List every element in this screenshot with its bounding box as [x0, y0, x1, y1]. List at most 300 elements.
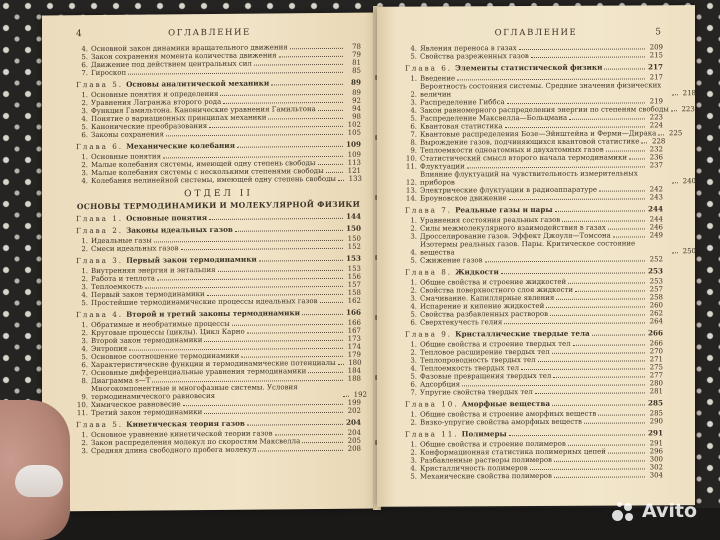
chapter-page: 150 — [345, 223, 361, 233]
entry-title: Уравнения состояния реальных газов — [420, 215, 561, 225]
entry-page: 94 — [352, 104, 361, 113]
entry-page: 219 — [649, 97, 663, 106]
chapter-page: 217 — [647, 62, 663, 72]
entry-title: Упругие свойства твердых тел — [420, 388, 533, 397]
entry-title: Основное соотношение термодинамики — [91, 351, 240, 362]
leader-dots — [209, 218, 343, 220]
toc-entry — [76, 67, 361, 77]
toc-chapter — [405, 267, 663, 276]
leader-dots — [220, 94, 343, 96]
chapter-label: Глава 8. — [405, 267, 453, 277]
leader-dots — [462, 384, 645, 386]
entry-title: Влияние флуктуаций на чувствительность измерительных приборов — [420, 169, 638, 187]
entry-number: 6. — [410, 318, 417, 327]
entry-number: 1. — [410, 216, 417, 225]
toc-entry — [405, 81, 696, 99]
chapter-page: 89 — [350, 77, 361, 87]
toc-entry — [76, 243, 361, 253]
leader-dots — [573, 344, 645, 345]
entry-number: 5. — [81, 299, 88, 308]
entry-page: 258 — [649, 293, 663, 302]
chapter-label: Глава 7. — [405, 205, 453, 215]
entry-number: 1. — [410, 440, 417, 449]
entry-page: 79 — [352, 50, 361, 59]
chapter-label: Глава 3. — [76, 255, 124, 266]
entry-number: 6. — [410, 122, 417, 131]
entry-page: 179 — [347, 350, 361, 359]
toc-chapter — [405, 205, 663, 214]
leader-dots — [613, 236, 645, 237]
toc-entry — [405, 153, 663, 162]
entry-title: Колебания нелинейной системы, имеющей одну степень свободы — [91, 174, 336, 186]
entry-page: 199 — [347, 398, 361, 407]
entry-number: 1. — [81, 321, 88, 330]
entry-page: 228 — [652, 137, 666, 146]
leader-dots — [554, 476, 645, 477]
entry-page: 202 — [347, 406, 361, 415]
toc-entry — [405, 317, 663, 326]
leader-dots — [279, 56, 343, 58]
leader-dots — [320, 302, 343, 303]
leader-dots — [519, 48, 645, 50]
entry-number: 2. — [81, 329, 88, 338]
chapter-label: Глава 1. — [76, 213, 124, 224]
chapter-title: Основы аналитической механики — [126, 78, 270, 89]
toc-entry — [405, 387, 663, 396]
entry-page: 109 — [347, 150, 361, 159]
leader-dots — [308, 372, 343, 373]
leader-dots — [207, 294, 343, 296]
chapter-label: Глава 2. — [76, 225, 124, 236]
entry-number: 1. — [81, 91, 88, 100]
chapter-page: 285 — [647, 398, 663, 408]
entry-number: 2. — [81, 161, 88, 170]
entry-title: Фазовые превращения твердых тел — [420, 371, 552, 381]
leader-dots — [531, 56, 645, 58]
chapter-title: Кристаллические твердые тела — [455, 328, 590, 339]
chapter-page: 144 — [345, 211, 361, 221]
toc-entry — [405, 51, 663, 60]
entry-title: Явления переноса в газах — [420, 44, 517, 53]
entry-number: 3. — [410, 232, 417, 241]
entry-title: Сжижение газов — [420, 256, 483, 265]
leader-dots — [254, 64, 343, 66]
leader-dots — [521, 368, 645, 370]
entry-number: 5. — [410, 114, 417, 123]
chapter-title: Основные понятия — [126, 213, 208, 223]
entry-title: Работа и теплота — [91, 274, 155, 284]
toc-chapters — [405, 62, 696, 481]
entry-number: 4. — [410, 364, 417, 373]
leader-dots — [467, 166, 645, 168]
entry-page: 237 — [649, 161, 663, 170]
entry-number: 9. — [81, 393, 88, 402]
toc-left — [42, 43, 377, 456]
entry-page: 209 — [649, 43, 663, 52]
entry-number: 4. — [410, 464, 417, 473]
entry-title: Диаграмма s—T — [91, 376, 151, 386]
entry-number: 6. — [410, 380, 417, 389]
toc-chapter — [76, 309, 361, 319]
leader-dots — [575, 290, 645, 291]
entry-number: 4. — [81, 291, 88, 300]
entry-number: 1. — [410, 74, 417, 83]
entry-page: 224 — [649, 121, 663, 130]
leader-dots — [204, 412, 343, 414]
leader-dots — [501, 272, 645, 274]
entry-number: 5. — [410, 372, 417, 381]
toc-entry — [76, 383, 367, 402]
entry-page: 113 — [347, 158, 361, 167]
leader-dots — [507, 102, 645, 104]
entry-page: 280 — [649, 379, 663, 388]
leader-dots — [218, 270, 343, 272]
entry-title: Кристалличность полимеров — [420, 464, 528, 473]
entry-title: Флуктуации — [420, 162, 465, 171]
leader-dots — [237, 146, 343, 148]
leader-dots — [552, 352, 645, 353]
leader-dots — [552, 404, 645, 405]
leader-dots — [338, 364, 344, 365]
entry-title: Статистический смысл второго начала термодинамики — [420, 153, 627, 163]
leader-dots — [592, 334, 645, 335]
chapter-label: Глава 5. — [76, 79, 124, 90]
chapter-label: Глава 9. — [405, 329, 453, 339]
entry-page: 98 — [352, 112, 361, 121]
section-title: ОТДЕЛ II — [184, 188, 253, 200]
entry-page: 253 — [649, 277, 663, 286]
entry-page: 92 — [352, 96, 361, 105]
entry-page: 240 — [682, 177, 696, 186]
toc-entry — [405, 193, 663, 202]
toc-entry — [76, 297, 361, 307]
entry-page: 252 — [649, 255, 663, 264]
leader-dots — [550, 314, 645, 315]
entry-number: 3. — [410, 356, 417, 365]
entry-number: 3. — [410, 294, 417, 303]
entry-title: Вырождение газов, подчиняющихся квантовой статистике — [420, 137, 640, 147]
leader-dots — [302, 442, 343, 443]
toc-entry — [76, 445, 361, 455]
leader-dots — [485, 260, 645, 262]
entry-page: 242 — [649, 185, 663, 194]
entry-title: Квантовая статистика — [420, 122, 503, 131]
entry-number: 1. — [410, 278, 417, 287]
leader-dots — [568, 282, 645, 283]
leader-dots — [247, 332, 343, 334]
entry-number: 3. — [81, 337, 88, 346]
leader-dots — [569, 118, 645, 119]
entry-title: Вероятность состояния системы. Средние значения физических величин — [420, 81, 662, 99]
entry-number: 11. — [405, 162, 417, 171]
leader-dots — [258, 450, 343, 452]
chapter-page: 244 — [647, 204, 663, 214]
entry-title: Теплоемкость твердых тел — [420, 364, 520, 373]
leader-dots — [658, 134, 664, 135]
leader-dots — [223, 102, 343, 104]
toc-entry — [405, 239, 696, 257]
entry-page: 205 — [347, 436, 361, 445]
chapter-title: Аморфные вещества — [461, 398, 551, 409]
avito-watermark-text: Avito — [642, 500, 698, 522]
entry-page: 188 — [347, 374, 361, 383]
entry-title: Квантовые распределения Бозе—Эйнштейна и Ферми—Дирака — [420, 129, 657, 139]
chapter-title: Законы идеальных газов — [126, 224, 233, 235]
entry-page: 150 — [347, 234, 361, 243]
entry-page: 275 — [649, 363, 663, 372]
toc-entry — [76, 407, 361, 417]
chapter-title: Механические колебания — [126, 140, 235, 151]
leader-dots — [343, 396, 349, 397]
leader-dots — [166, 134, 343, 137]
entry-number: 2. — [410, 90, 417, 99]
entry-number: 2. — [81, 275, 88, 284]
entry-page: 232 — [649, 145, 663, 154]
entry-title: Уравнения Лагранжа второго рода — [91, 97, 222, 108]
leader-dots — [672, 252, 678, 253]
chapter-label: Глава 11. — [405, 429, 459, 439]
entry-title: Основные понятия и определения — [91, 89, 219, 100]
entry-page: 204 — [347, 428, 361, 437]
chapter-page: 153 — [345, 253, 361, 263]
entry-page: 300 — [649, 455, 663, 464]
leader-dots — [556, 298, 645, 299]
entry-page: 225 — [668, 129, 683, 138]
toc-chapter — [405, 399, 663, 408]
leader-dots — [326, 172, 343, 173]
entry-title: Третий закон термодинамики — [91, 408, 203, 418]
leader-dots — [259, 260, 343, 262]
leader-dots — [509, 198, 645, 200]
toc-chapter — [76, 419, 361, 429]
entry-number: 4. — [81, 345, 88, 354]
entry-page: 208 — [347, 444, 361, 453]
entry-page: 285 — [649, 409, 663, 418]
entry-page: 180 — [348, 358, 362, 367]
entry-title: Малые колебания системы, имеющей одну степень свободы — [91, 159, 316, 170]
entry-number: 3. — [81, 169, 88, 178]
leader-dots — [181, 248, 343, 250]
entry-page: 167 — [347, 326, 361, 335]
entry-page: 244 — [649, 215, 663, 224]
chapter-title: Полимеры — [461, 429, 507, 439]
leader-dots — [641, 142, 647, 143]
entry-number: 5. — [410, 256, 417, 265]
leader-dots — [629, 158, 645, 159]
entry-number: 4. — [81, 45, 88, 54]
toc-entry — [76, 175, 361, 185]
entry-page: 249 — [649, 231, 663, 240]
chapter-page: 166 — [345, 307, 361, 317]
entry-title: Средняя длина свободного пробега молекул — [91, 445, 257, 456]
entry-title: Идеальные газы — [91, 236, 152, 246]
entry-page: 291 — [649, 439, 663, 448]
toc-entry — [405, 255, 663, 264]
entry-number: 6. — [81, 361, 88, 370]
leader-dots — [275, 434, 343, 436]
entry-page: 302 — [649, 463, 663, 472]
leader-dots — [530, 468, 645, 470]
running-head-right — [377, 27, 695, 39]
entry-page: 236 — [649, 153, 663, 162]
entry-title: Броуновское движение — [420, 194, 507, 203]
entry-number: 13. — [405, 186, 417, 195]
entry-title: Общие свойства и строение полимеров — [420, 439, 566, 449]
leader-dots — [318, 110, 343, 111]
leader-dots — [128, 72, 343, 75]
entry-title: Свойства поверхностного слоя жидкости — [420, 285, 574, 295]
entry-page: 223 — [681, 105, 695, 114]
leader-dots — [598, 414, 645, 415]
left-page — [42, 13, 377, 512]
entry-page: 271 — [649, 355, 663, 364]
leader-dots — [290, 48, 343, 49]
leader-dots — [209, 126, 343, 128]
entry-title: Многокомпонентные и многофазные системы. Условия термодинамического равновесия — [91, 383, 298, 402]
entry-page: 153 — [347, 264, 361, 273]
entry-title: Понятие о вариационных принципах механики — [91, 113, 267, 124]
entry-title: Канонические преобразования — [91, 122, 208, 132]
entry-page: 262 — [649, 309, 663, 318]
entry-title: Конформационная статистика полимерных цепей — [420, 447, 606, 457]
entry-title: Теплоемкость — [91, 282, 143, 292]
entry-number: 7. — [81, 369, 88, 378]
entry-page: 105 — [347, 128, 361, 137]
entry-number: 10. — [405, 154, 417, 163]
entry-number: 4. — [410, 106, 417, 115]
entry-title: Введение — [420, 74, 456, 83]
toc-items-top — [76, 43, 361, 77]
leader-dots — [538, 360, 645, 362]
entry-title: Тепловое расширение твердых тел — [420, 347, 550, 357]
entry-number: 14. — [405, 194, 417, 203]
entry-number: 3. — [81, 107, 88, 116]
entry-title: Адсорбция — [420, 380, 461, 389]
leader-dots — [606, 150, 645, 151]
entry-title: Закон распределения молекул по скоростям Максвелла — [91, 437, 301, 448]
entry-title: Распределение Максвелла—Больцмана — [420, 113, 568, 123]
entry-number: 5. — [81, 123, 88, 132]
toc-chapter — [405, 329, 663, 338]
entry-page: 223 — [649, 113, 663, 122]
leader-dots — [562, 220, 645, 221]
entry-number: 1. — [81, 237, 88, 246]
entry-number: 2. — [410, 224, 417, 233]
entry-title: Основное уравнение кинетической теории газов — [91, 429, 273, 440]
leader-dots — [672, 94, 678, 95]
entry-title: Химическое равновесие — [91, 400, 181, 410]
entry-page: 152 — [347, 242, 361, 251]
entry-page: 121 — [347, 166, 361, 175]
entry-number: 1. — [81, 153, 88, 162]
entry-title: Закон равномерного распределения энергии по степеням свободы — [420, 105, 669, 115]
chapter-label: Глава 6. — [405, 63, 453, 73]
entry-page: 250 — [682, 247, 696, 256]
entry-number: 3. — [410, 98, 417, 107]
entry-title: Функция Гамильтона. Канонические уравнения Гамильтона — [91, 105, 316, 116]
leader-dots — [235, 230, 343, 232]
entry-number: 11. — [76, 409, 88, 418]
leader-dots — [584, 422, 645, 423]
entry-title: Механические свойства полимеров — [420, 471, 552, 481]
entry-number: 7. — [81, 69, 88, 78]
entry-page: 192 — [353, 390, 367, 399]
entry-title: Свойства разреженных газов — [420, 52, 529, 61]
entry-number: 5. — [81, 53, 88, 62]
entry-title: Гироскоп — [91, 68, 127, 78]
running-head-text: ОГЛАВЛЕНИЕ — [494, 27, 578, 39]
leader-dots — [504, 322, 645, 324]
chapter-title: Первый закон термодинамики — [126, 254, 257, 265]
entry-page: 162 — [347, 296, 361, 305]
leader-dots — [338, 180, 344, 181]
leader-dots — [555, 210, 645, 211]
entry-number: 2. — [81, 99, 88, 108]
entry-number: 4. — [410, 44, 417, 53]
chapter-page: 204 — [345, 417, 361, 427]
chapter-page: 291 — [647, 428, 663, 438]
entry-page: 281 — [649, 387, 663, 396]
leader-dots — [608, 228, 645, 229]
leader-dots — [535, 392, 645, 394]
avito-watermark — [612, 500, 697, 522]
toc-entry — [405, 169, 696, 187]
entry-page: 166 — [347, 318, 361, 327]
entry-title: Вязко-упругие свойства аморфных веществ — [420, 417, 582, 427]
entry-title: Простейшие термодинамические процессы идеальных газов — [91, 297, 318, 308]
entry-page: 157 — [347, 280, 361, 289]
leader-dots — [672, 182, 678, 183]
entry-page: 81 — [352, 58, 361, 67]
toc-entry — [405, 471, 663, 480]
entry-page: 102 — [347, 120, 361, 129]
entry-number: 2. — [410, 348, 417, 357]
entry-title: Основные понятия — [91, 152, 161, 162]
entry-page: 217 — [649, 73, 663, 82]
toc-entry — [405, 417, 663, 426]
leader-dots — [546, 306, 645, 308]
entry-title: Смачивание. Капиллярные явления — [420, 293, 555, 303]
entry-number: 5. — [410, 52, 417, 61]
entry-page: 243 — [649, 193, 663, 202]
toc-chapters-part2 — [76, 211, 367, 456]
entry-title: Дросселирование газов. Эффект Джоуля—Томсона — [420, 231, 611, 241]
entry-number: 2. — [81, 439, 88, 448]
entry-number: 2. — [410, 418, 417, 427]
page-number-left: 4 — [76, 29, 82, 40]
entry-page: 215 — [649, 51, 663, 60]
entry-title: Испарение и кипение жидкостей — [420, 301, 545, 311]
entry-title: Второй закон термодинамики — [91, 336, 203, 346]
entry-title: Теплопроводность твердых тел — [420, 356, 536, 365]
toc-chapter — [76, 255, 361, 265]
chapter-title: Второй и третий законы термодинамики — [126, 308, 300, 319]
entry-number: 2. — [410, 286, 417, 295]
entry-page: 304 — [649, 471, 663, 480]
entry-title: Энтропия — [91, 344, 128, 354]
entry-title: Обратимые и необратимые процессы — [91, 319, 230, 330]
entry-number: 4. — [410, 248, 417, 257]
entry-page: 184 — [347, 366, 361, 375]
leader-dots — [247, 424, 343, 426]
entry-page: 158 — [347, 288, 361, 297]
entry-number: 3. — [81, 447, 88, 456]
leader-dots — [232, 324, 343, 326]
leader-dots — [568, 444, 645, 445]
toc-chapter — [405, 63, 663, 72]
running-head-text: ОГЛАВЛЕНИЕ — [168, 27, 251, 39]
entry-title: Закон сохранения момента количества движения — [91, 51, 277, 62]
